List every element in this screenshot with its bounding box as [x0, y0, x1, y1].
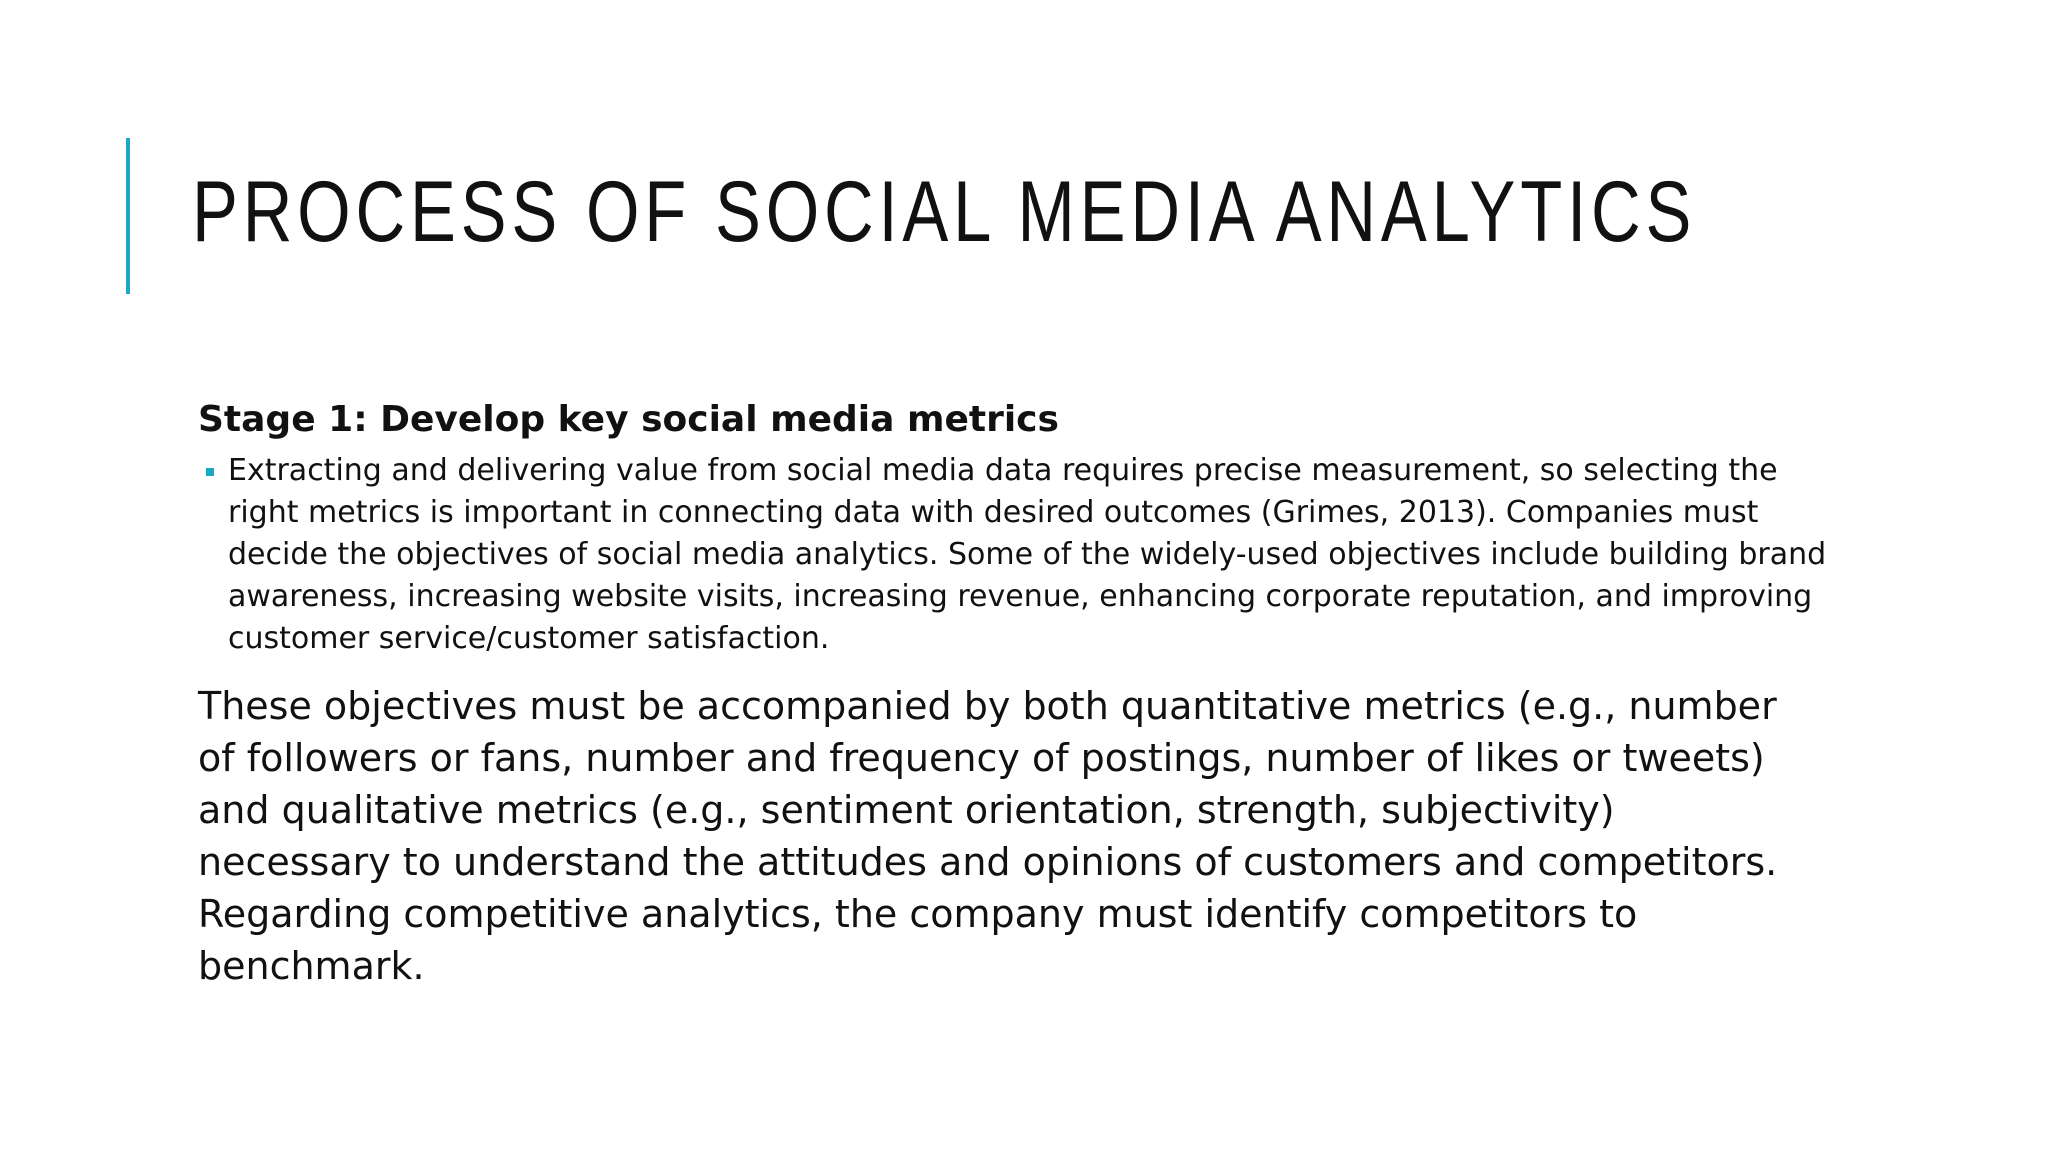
slide-content [198, 394, 1838, 992]
square-bullet-icon [206, 468, 214, 476]
bullet-item [198, 450, 1838, 660]
stage-heading: Stage 1: Develop key social media metrics [198, 399, 1059, 440]
slide-title: PROCESS OF SOCIAL MEDIA ANALYTICS [192, 164, 1697, 260]
bullet-text: Extracting and delivering value from social media data requires precise measurement, so selecting the right metrics is important in connecting data with desired outcomes (Grimes, 2013). Companies must decide the objectives of social media analytics. Some of the widely-used objectives include building brand awareness, increasing website visits, increasing revenue, enhancing corporate reputation, and improving customer service/customer satisfaction. [228, 453, 1827, 656]
title-accent-bar [126, 138, 130, 294]
body-paragraph: These objectives must be accompanied by both quantitative metrics (e.g., number of followers or fans, number and frequency of postings, number of likes or tweets) and qualitative metrics (e.g., sentiment orientation, strength, subjectivity) necessary to understand the attitudes and opinions of customers and competitors. Regarding competitive analytics, the company must identify competitors to benchmark. [198, 684, 1778, 988]
